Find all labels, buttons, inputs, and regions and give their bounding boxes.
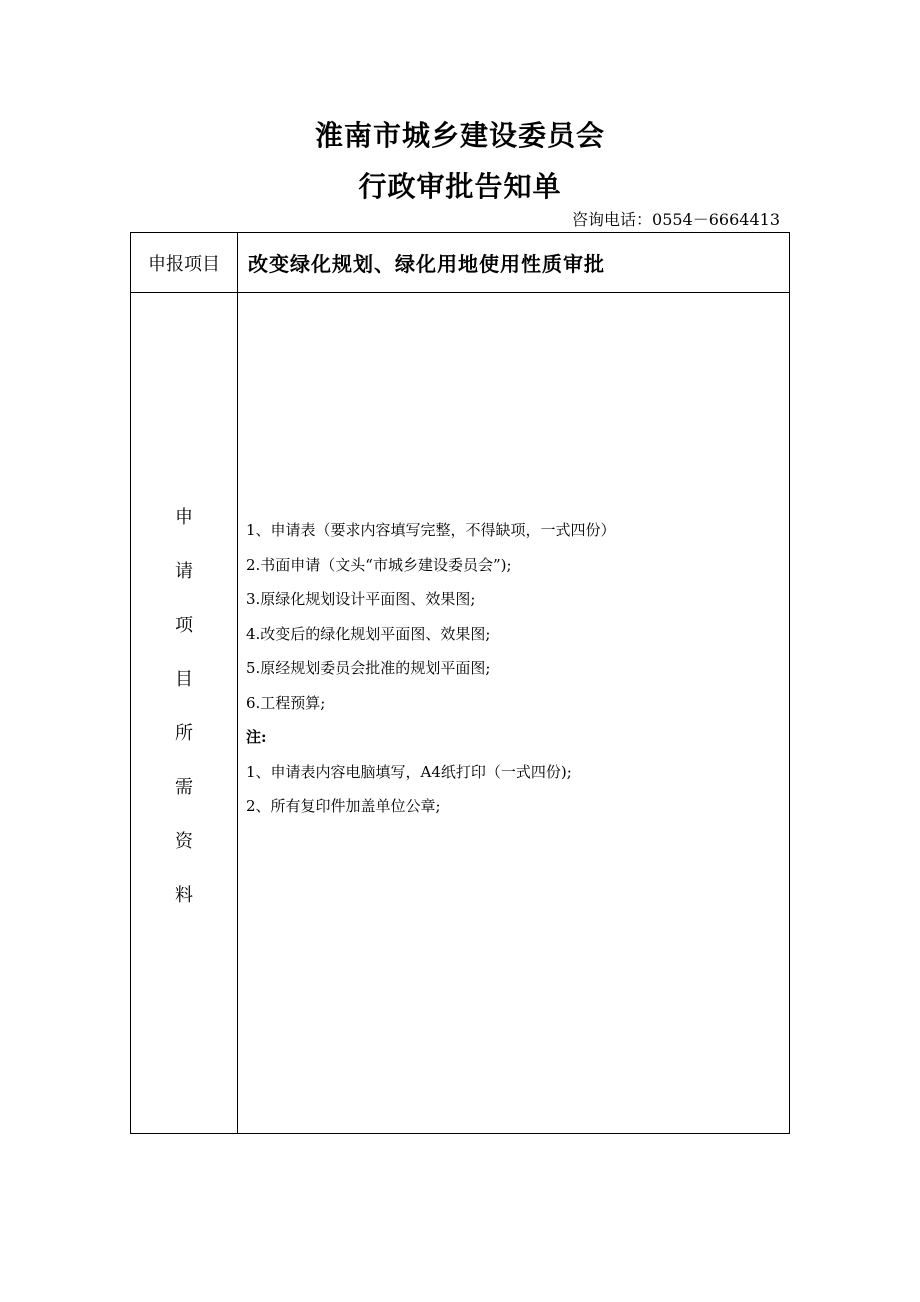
material-item: 6.工程预算; <box>246 693 326 712</box>
required-materials-list <box>246 513 776 824</box>
material-item: 5.原经规划委员会批准的规划平面图; <box>246 659 491 677</box>
material-item: 1、申请表（要求内容填写完整，不得缺项，一式四份） <box>246 521 616 539</box>
project-label-cell: 申报项目 <box>148 253 220 275</box>
material-item: 3.原绿化规划设计平面图、效果图; <box>246 590 476 608</box>
label-char: 所 <box>175 723 193 744</box>
material-item: 2.书面申请（文头“市城乡建设委员会”); <box>246 555 512 574</box>
approval-form-table <box>130 232 790 1134</box>
note-label: 注: <box>246 728 267 746</box>
label-char: 请 <box>175 561 193 582</box>
label-char: 项 <box>175 615 193 636</box>
required-materials-label <box>131 505 237 937</box>
label-char: 目 <box>175 669 193 690</box>
note-item: 2、所有复印件加盖单位公章; <box>246 797 441 815</box>
consultation-phone: 咨询电话：0554－6664413 <box>572 210 780 229</box>
project-value-cell: 改变绿化规划、绿化用地使用性质审批 <box>248 252 605 276</box>
material-item: 4.改变后的绿化规划平面图、效果图; <box>246 624 491 643</box>
document-subtitle: 行政审批告知单 <box>358 170 562 203</box>
note-item: 1、申请表内容电脑填写，A4纸打印（一式四份); <box>246 762 572 781</box>
column-divider <box>237 233 238 1133</box>
document-title: 淮南市城乡建设委员会 <box>314 119 605 152</box>
label-char: 需 <box>175 777 193 798</box>
row-divider <box>131 292 789 293</box>
label-char: 料 <box>175 885 193 906</box>
label-char: 资 <box>175 831 193 852</box>
label-char: 申 <box>175 507 193 528</box>
